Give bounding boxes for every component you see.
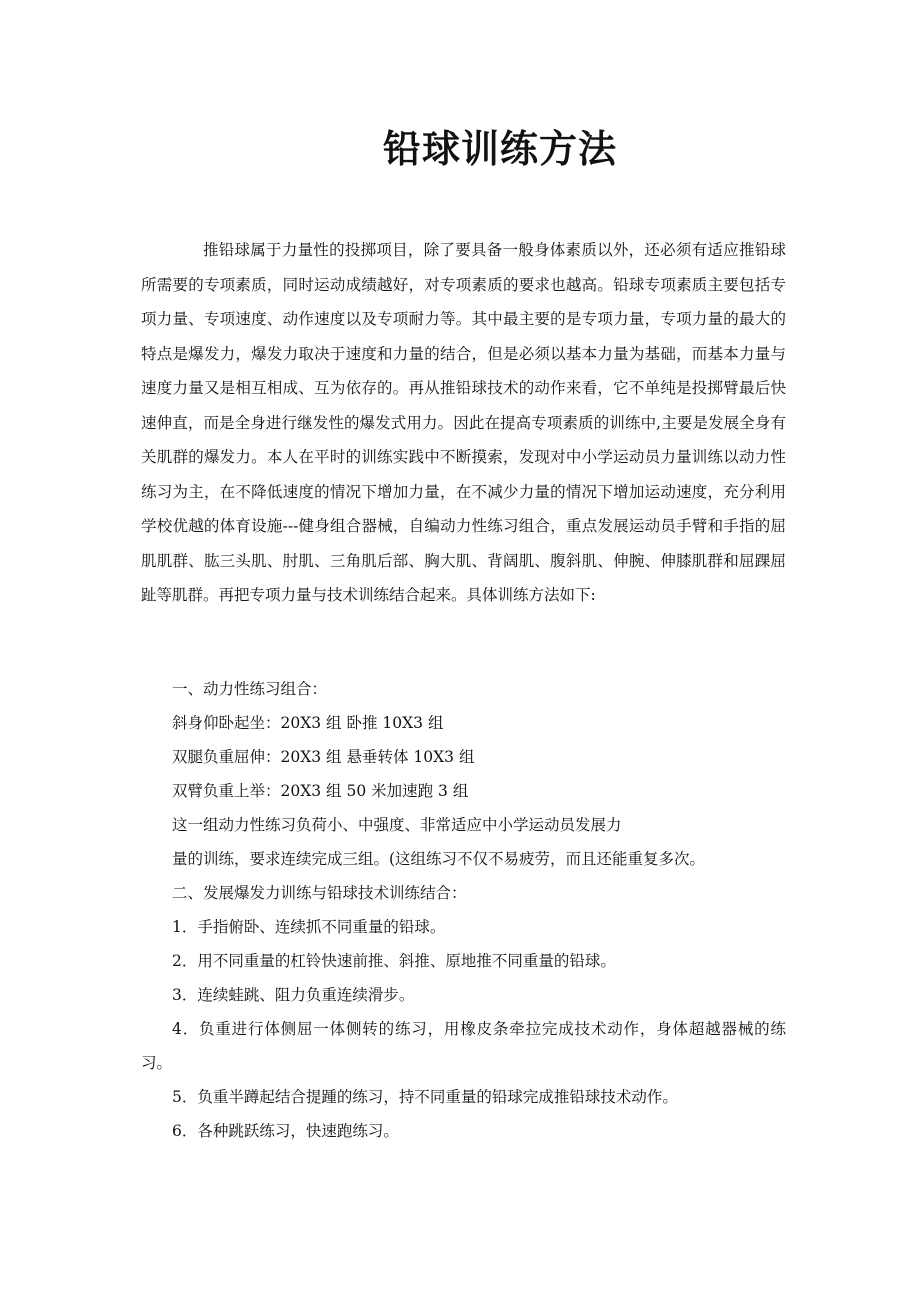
section1-note-line2: 量的训练，要求连续完成三组。(这组练习不仅不易疲劳，而且还能重复多次。 <box>172 850 706 868</box>
section1-note-line1: 这一组动力性练习负荷小、中强度、非常适应中小学运动员发展力 <box>172 816 622 834</box>
section2-item: 1．手指俯卧、连续抓不同重量的铅球。 <box>172 918 446 936</box>
section2-item: 2．用不同重量的杠铃快速前推、斜推、原地推不同重量的铅球。 <box>172 952 616 970</box>
section2-item: 5．负重半蹲起结合提踵的练习，持不同重量的铅球完成推铅球技术动作。 <box>172 1088 678 1106</box>
section2-item: 4．负重进行体侧屈一体侧转的练习，用橡皮条牵拉完成技术动作，身体超越器械的练习。 <box>141 1020 786 1072</box>
section2-item: 6．各种跳跃练习，快速跑练习。 <box>172 1122 399 1140</box>
section2-item: 3．连续蛙跳、阻力负重连续滑步。 <box>172 986 415 1004</box>
section2-heading: 二、发展爆发力训练与铅球技术训练结合： <box>172 884 467 902</box>
section1-heading: 一、动力性练习组合： <box>172 680 328 698</box>
document-title: 铅球训练方法 <box>382 127 617 171</box>
section1-item: 双腿负重屈伸：20X3 组 悬垂转体 10X3 组 <box>172 748 475 766</box>
training-list <box>141 672 786 1148</box>
section1-item: 斜身仰卧起坐：20X3 组 卧推 10X3 组 <box>172 714 444 732</box>
section1-item: 双臂负重上举：20X3 组 50 米加速跑 3 组 <box>172 782 469 800</box>
intro-paragraph: 推铅球属于力量性的投掷项目，除了要具备一般身体素质以外，还必须有适应推铅球所需要的专项素质，同时运动成绩越好，对专项素质的要求也越高。铅球专项素质主要包括专项力量、专项速度、动作速度以及专项耐力等。其中最主要的是专项力量，专项力量的最大的特点是爆发力，爆发力取决于速度和力量的结合，但是必须以基本力量为基础，而基本力量与速度力量又是相互相成、互为依存的。再从推铅球技术的动作来看，它不单纯是投掷臂最后快速伸直，而是全身进行继发性的爆发式用力。因此在提高专项素质的训练中,主要是发展全身有关肌群的爆发力。本人在平时的训练实践中不断摸索，发现对中小学运动员力量训练以动力性练习为主，在不降低速度的情况下增加力量，在不减少力量的情况下增加运动速度，充分利用学校优越的体育设施---健身组合器械，自编动力性练习组合，重点发展运动员手臂和手指的屈肌肌群、肱三头肌、肘肌、三角肌后部、胸大肌、背阔肌、腹斜肌、伸腕、伸膝肌群和屈踝屈趾等肌群。再把专项力量与技术训练结合起来。具体训练方法如下: <box>141 241 786 604</box>
